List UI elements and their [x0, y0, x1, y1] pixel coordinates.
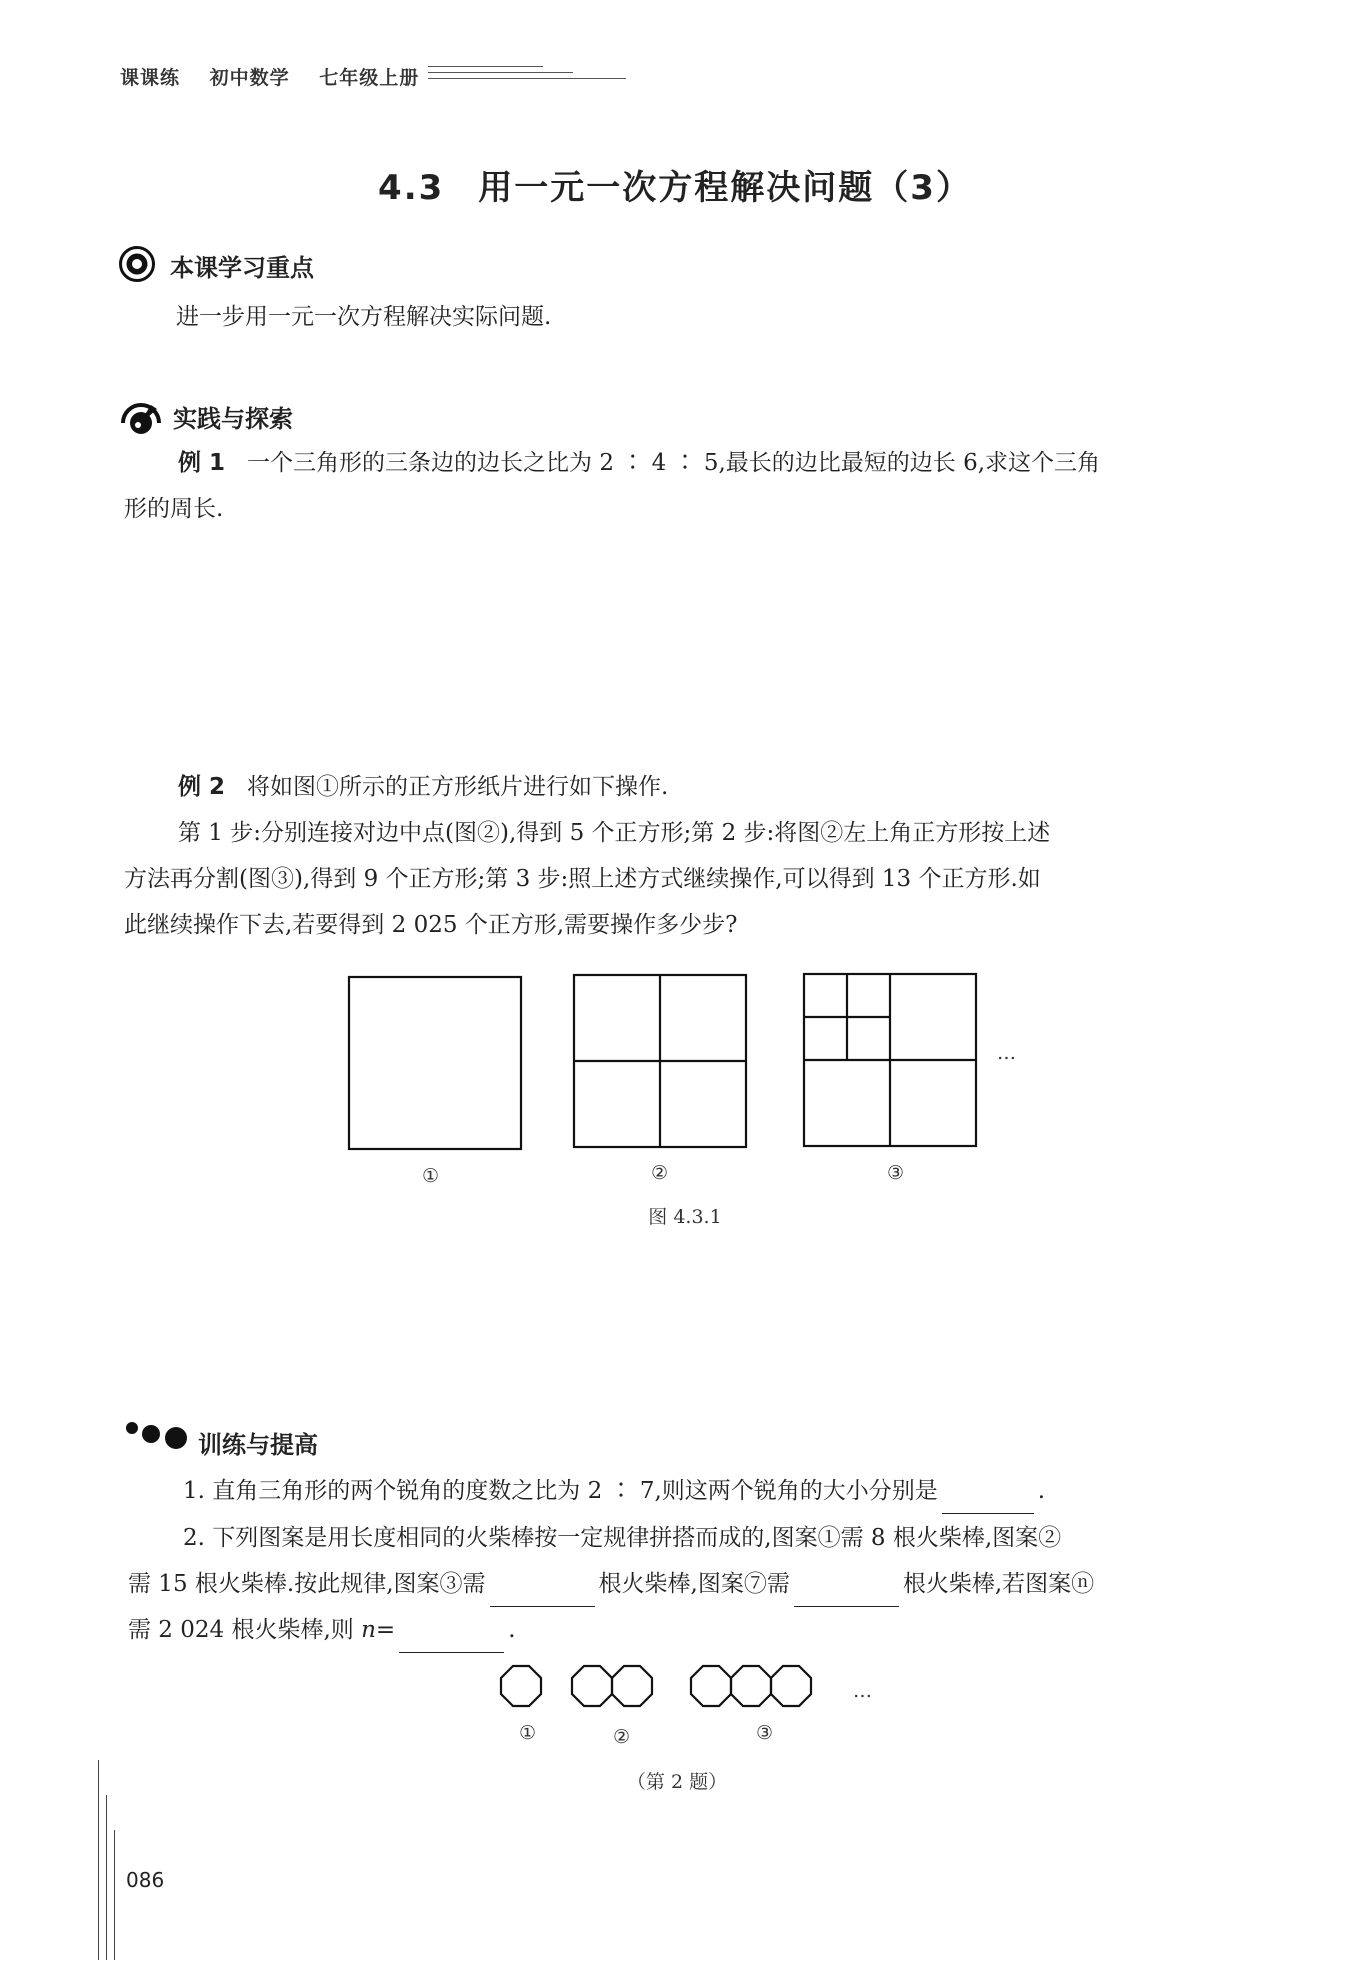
question-2 [128, 1515, 1258, 1653]
equals-sign: = [375, 1617, 396, 1643]
grade-name: 七年级上册 [319, 67, 420, 89]
example-1-line-1: 一个三角形的三条边的边长之比为 2 ∶ 4 ∶ 5,最长的边比最短的边长 6,求这个三角 [247, 450, 1101, 476]
header-rule [428, 72, 573, 73]
square-figure-1 [349, 977, 521, 1149]
training-dots-icon [124, 1418, 194, 1452]
matchstick-octagon-figure [495, 1660, 895, 1730]
variable-n: n [361, 1617, 376, 1643]
question-2-text-b: 根火柴棒,图案⑦需 [598, 1571, 790, 1597]
series-name: 课课练 [120, 67, 181, 89]
octagon-label-3: ③ [756, 1722, 774, 1744]
question-1-text: 1. 直角三角形的两个锐角的度数之比为 2 ∶ 7,则这两个锐角的大小分别是 [183, 1478, 938, 1504]
octagon-label-1: ① [519, 1722, 537, 1744]
figure-ellipsis: … [997, 1042, 1016, 1064]
question-2-text-c: 根火柴棒,若图案ⓝ [902, 1571, 1095, 1597]
question-2-end: . [508, 1617, 516, 1643]
running-header [120, 63, 441, 90]
figure-label-1: ① [422, 1165, 440, 1187]
example-1-line-2: 形的周长. [124, 496, 224, 522]
example-1-label: 例 1 [178, 450, 226, 476]
octagon-pattern-2 [572, 1666, 652, 1706]
focus-target-icon [118, 245, 156, 283]
example-2-line-1: 将如图①所示的正方形纸片进行如下操作. [247, 774, 669, 800]
octagon-ellipsis: … [853, 1680, 872, 1702]
octagon-label-2: ② [613, 1726, 631, 1748]
example-2-line-2: 第 1 步:分别连接对边中点(图②),得到 5 个正方形;第 2 步:将图②左上角正方形按上述 [178, 820, 1051, 846]
example-2-line-4: 此继续操作下去,若要得到 2 025 个正方形,需要操作多少步? [124, 912, 738, 938]
focus-text: 进一步用一元一次方程解决实际问题. [176, 304, 552, 330]
question-2-line-1: 2. 下列图案是用长度相同的火柴棒按一定规律拼搭而成的,图案①需 8 根火柴棒,图案② [183, 1525, 1062, 1551]
lesson-number: 4.3 [378, 168, 445, 208]
question-1-answer-blank[interactable] [942, 1483, 1034, 1514]
example-1 [124, 440, 1254, 532]
focus-heading: 本课学习重点 [170, 254, 314, 282]
octagon-pattern-1 [501, 1666, 541, 1706]
lesson-title-text: 用一元一次方程解决问题（3） [478, 168, 972, 208]
figure-4-3-1 [340, 965, 1040, 1175]
question-1 [183, 1468, 1263, 1514]
practice-gauge-icon [117, 393, 165, 441]
page-number: 086 [126, 1868, 165, 1892]
figure-label-3: ③ [887, 1162, 905, 1184]
question-2-line-3 [128, 1607, 1258, 1653]
lesson-title [0, 160, 1350, 209]
example-2-line-3: 方法再分割(图③),得到 9 个正方形;第 3 步:照上述方式继续操作,可以得到 13 个正方形.如 [124, 866, 1041, 892]
margin-bar [98, 1760, 99, 1960]
octagon-pattern-3 [691, 1666, 811, 1706]
training-heading: 训练与提高 [198, 1431, 318, 1459]
example-2-label: 例 2 [178, 774, 226, 800]
question-2-text-a: 需 15 根火柴棒.按此规律,图案③需 [128, 1571, 486, 1597]
header-rule [428, 66, 543, 67]
question-2-figure-caption: （第 2 题） [626, 1771, 728, 1793]
header-rule [428, 78, 626, 79]
pattern-3-blank[interactable] [490, 1576, 595, 1607]
question-2-line-2 [128, 1561, 1258, 1607]
question-2-text-d: 需 2 024 根火柴棒,则 [128, 1617, 362, 1643]
question-1-end: . [1037, 1478, 1046, 1504]
figure-caption: 图 4.3.1 [648, 1206, 722, 1228]
example-2 [124, 764, 1254, 948]
figure-label-2: ② [651, 1162, 669, 1184]
n-value-blank[interactable] [399, 1622, 504, 1653]
practice-heading: 实践与探索 [173, 405, 293, 433]
margin-bar [106, 1795, 107, 1960]
subject-name: 初中数学 [209, 67, 290, 89]
margin-bar [114, 1830, 115, 1960]
pattern-7-blank[interactable] [794, 1576, 899, 1607]
